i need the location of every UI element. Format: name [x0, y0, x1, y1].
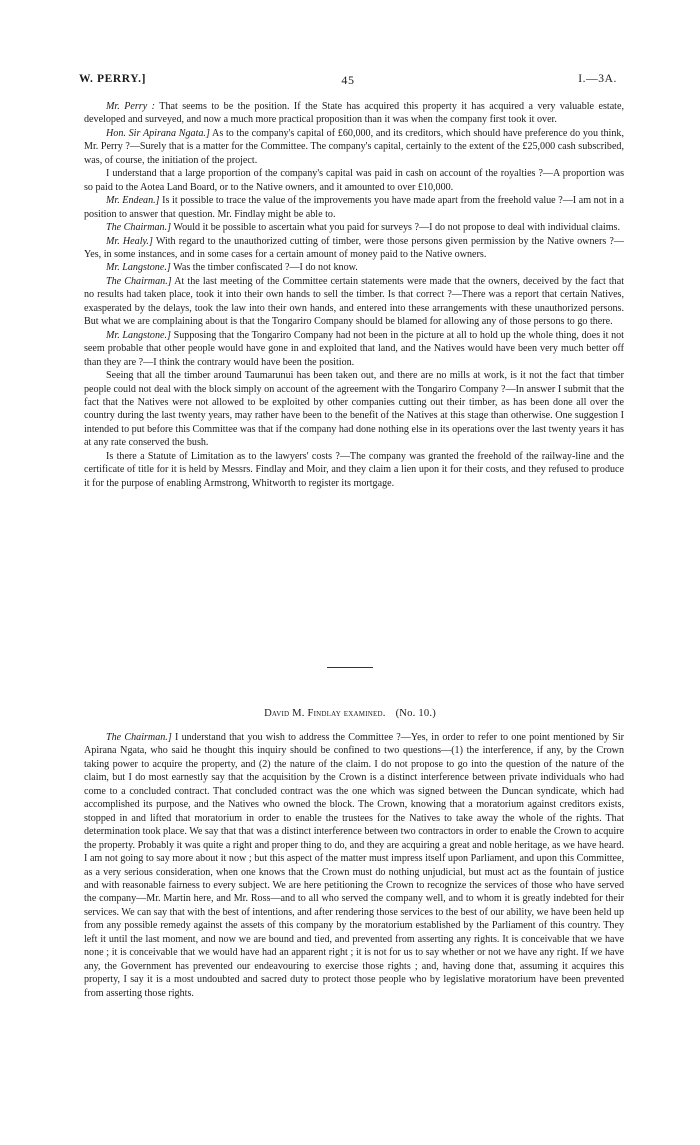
paragraph — [84, 221, 624, 234]
evidence-section-perry — [84, 100, 624, 490]
paragraph-text: I understand that you wish to address the Committee ?—Yes, in order to refer to one point mentioned by Sir Apirana Ngata, who said he thought this inquiry should be confined to two questions—(1) the interference, if any, by the Crown taking power to acquire the property, and (2) the nature of the claim. I do not propose to go into the question of the nature of the claim, but I do most earnestly say that the acquisition by the Crown is a distinct interference between private individuals who had come to a concluded contract. That concluded contract was the one which was signed between the Duncan syndicate, which had accomplished its purpose, and the Natives who owned the block. The Crown, knowing that a moratorium against creditors exists, stopped in and lifted that moratorium in order to enable the trustees for the Natives to take away the whole of the rights. That determination took place. We say that that was a distinct interference between two contractors in order to enable the Crown to acquire the property. Probably it was quite a right and proper thing to do, and they are acquiring a great and noble heritage, as we have heard. I am not going to say more about it now ; but this aspect of the matter must impress itself upon Parliament, and upon this Committee, as a very serious consideration, when one knows that the Crown must do nothing unjudicial, but must act as the fountain of justice and with reasonable fairness to every subject. We are here petitioning the Crown to recognize the services of those who have served the company—Mr. Martin here, and Mr. Ross—and to all who served the company well, and to whom it is greatly indebted for their services. We can say that with the best of intentions, and after rendering those services to the best of our ability, we have been held up from any possible remedy against the assets of this company by the moratorium established by the Parliament of this country. They left it until the last moment, and now we are bound and tied, and prevented from asserting any rights. It is conceivable that we have none ; it is conceivable that we would have had an apparent right ; it is not for us to say whether or not we have any right. If we have any, the Government has prevented our endeavouring to exercise those rights ; and, having done that, assuming it acquires this property, I say it is a most undoubted and sacred duty to protect those people who by legislative moratorium have been prevented from asserting those rights. — [84, 732, 624, 999]
paragraph-text: Was the timber confiscated ?—I do not know. — [170, 262, 358, 274]
speaker-label: The Chairman.] — [106, 732, 172, 743]
paragraph — [84, 235, 624, 262]
speaker-label: Mr. Langstone.] — [106, 329, 171, 341]
speaker-label: Mr. Perry : — [106, 101, 155, 112]
paragraph — [84, 167, 624, 194]
paragraph-text: At the last meeting of the Committee certain statements were made that the owners, deceived by the fact that no results had taken place, took it into their own hands to sell the timber. Is that correct ?—There was a report that certain Natives, exasperated by the delays, took the law into their own hands, and entered into these arrangements with these unauthorized persons. But what we are complaining about is that the Tongariro Company should be blamed for allowing any of those persons to go there. — [84, 275, 625, 328]
speaker-label: Mr. Endean.] — [106, 195, 160, 207]
paragraph-text: Would it be possible to ascertain what you paid for surveys ?—I do not propose to deal with individual claims. — [171, 222, 620, 234]
paragraph-text: Is there a Statute of Limitation as to the lawyers' costs ?—The company was granted the freehold of the railway-line and the certificate of title for it is held by Messrs. Findlay and Moir, and they claim a lien upon it for their costs, and they refused to produce it for the purpose of enabling Armstrong, Whitworth to register its mortgage. — [84, 450, 624, 489]
header-reference: I.—3A. — [578, 73, 617, 85]
witness-heading — [0, 708, 700, 719]
paragraph-text: As to the company's capital of £60,000, and its creditors, which should have preference do you think, Mr. Perry ?—Surely that is a matter for the Committee. The company's capital, certainly to the extent of the £25,000 cash subscribed, was, of course, the initiation of the project. — [84, 127, 624, 166]
witness-heading-name: David M. Findlay examined. — [264, 708, 386, 719]
paragraph-text: Seeing that all the timber around Taumarunui has been taken out, and there are no mills at work, is it not the fact that timber people could not deal with the block simply on account of the agreement with the Tongariro Company ?—In answer I submit that the fact that the Natives were not allowed to be exploited by other companies cutting out their timber, as has been done all over the country during the last twenty years, may rather have been to the benefit of the Natives at this stage than otherwise. One suggestion I intended to put before this Committee was that if the company had done nothing else in its operations over the last twenty years it has at any rate conserved the bush. — [84, 370, 624, 449]
page-number: 45 — [341, 73, 355, 87]
speaker-label: Hon. Sir Apirana Ngata.] — [106, 127, 210, 139]
speaker-label: The Chairman.] — [106, 222, 172, 234]
paragraph — [84, 450, 624, 490]
paragraph-text: I understand that a large proportion of the company's capital was paid in cash on account of the royalties ?—A proportion was so paid to the Aotea Land Board, or to the Native owners, and it amounted to over £10,000. — [84, 168, 624, 193]
paragraph — [84, 261, 624, 274]
paragraph — [84, 275, 624, 329]
header-witness: W. PERRY.] — [79, 73, 147, 85]
paragraph-text: That seems to be the position. If the State has acquired this property it has acquired a very valuable estate, developed and surveyed, and now a much more practical proposition than it was when the company first took it over. — [84, 101, 624, 126]
paragraph-text: Supposing that the Tongariro Company had not been in the picture at all to hold up the whole thing, does it not seem probable that other people would have gone in and exploited that land, and the Natives would have been very much better off than they are ?—I think the contrary would have been the position. — [84, 329, 624, 368]
speaker-label: The Chairman.] — [106, 275, 172, 287]
section-divider — [327, 667, 373, 668]
speaker-label: Mr. Langstone.] — [106, 262, 171, 274]
paragraph — [84, 329, 624, 369]
paragraph — [84, 194, 624, 221]
paragraph — [84, 369, 624, 450]
speaker-label: Mr. Healy.] — [106, 235, 153, 247]
witness-heading-number: (No. 10.) — [395, 708, 436, 719]
paragraph — [84, 127, 624, 167]
evidence-section-findlay — [84, 731, 624, 1000]
paragraph-text: Is it possible to trace the value of the improvements you have made apart from the freehold value ?—I am not in a position to answer that question. Mr. Findlay might be able to. — [84, 195, 624, 220]
page-header — [79, 73, 617, 89]
paragraph — [84, 731, 624, 1000]
paragraph — [84, 100, 624, 127]
paragraph-text: With regard to the unauthorized cutting of timber, were those persons given permission by the Native owners ?—Yes, in some instances, and in some cases for a certain amount of money paid to the Native owners. — [84, 235, 624, 260]
